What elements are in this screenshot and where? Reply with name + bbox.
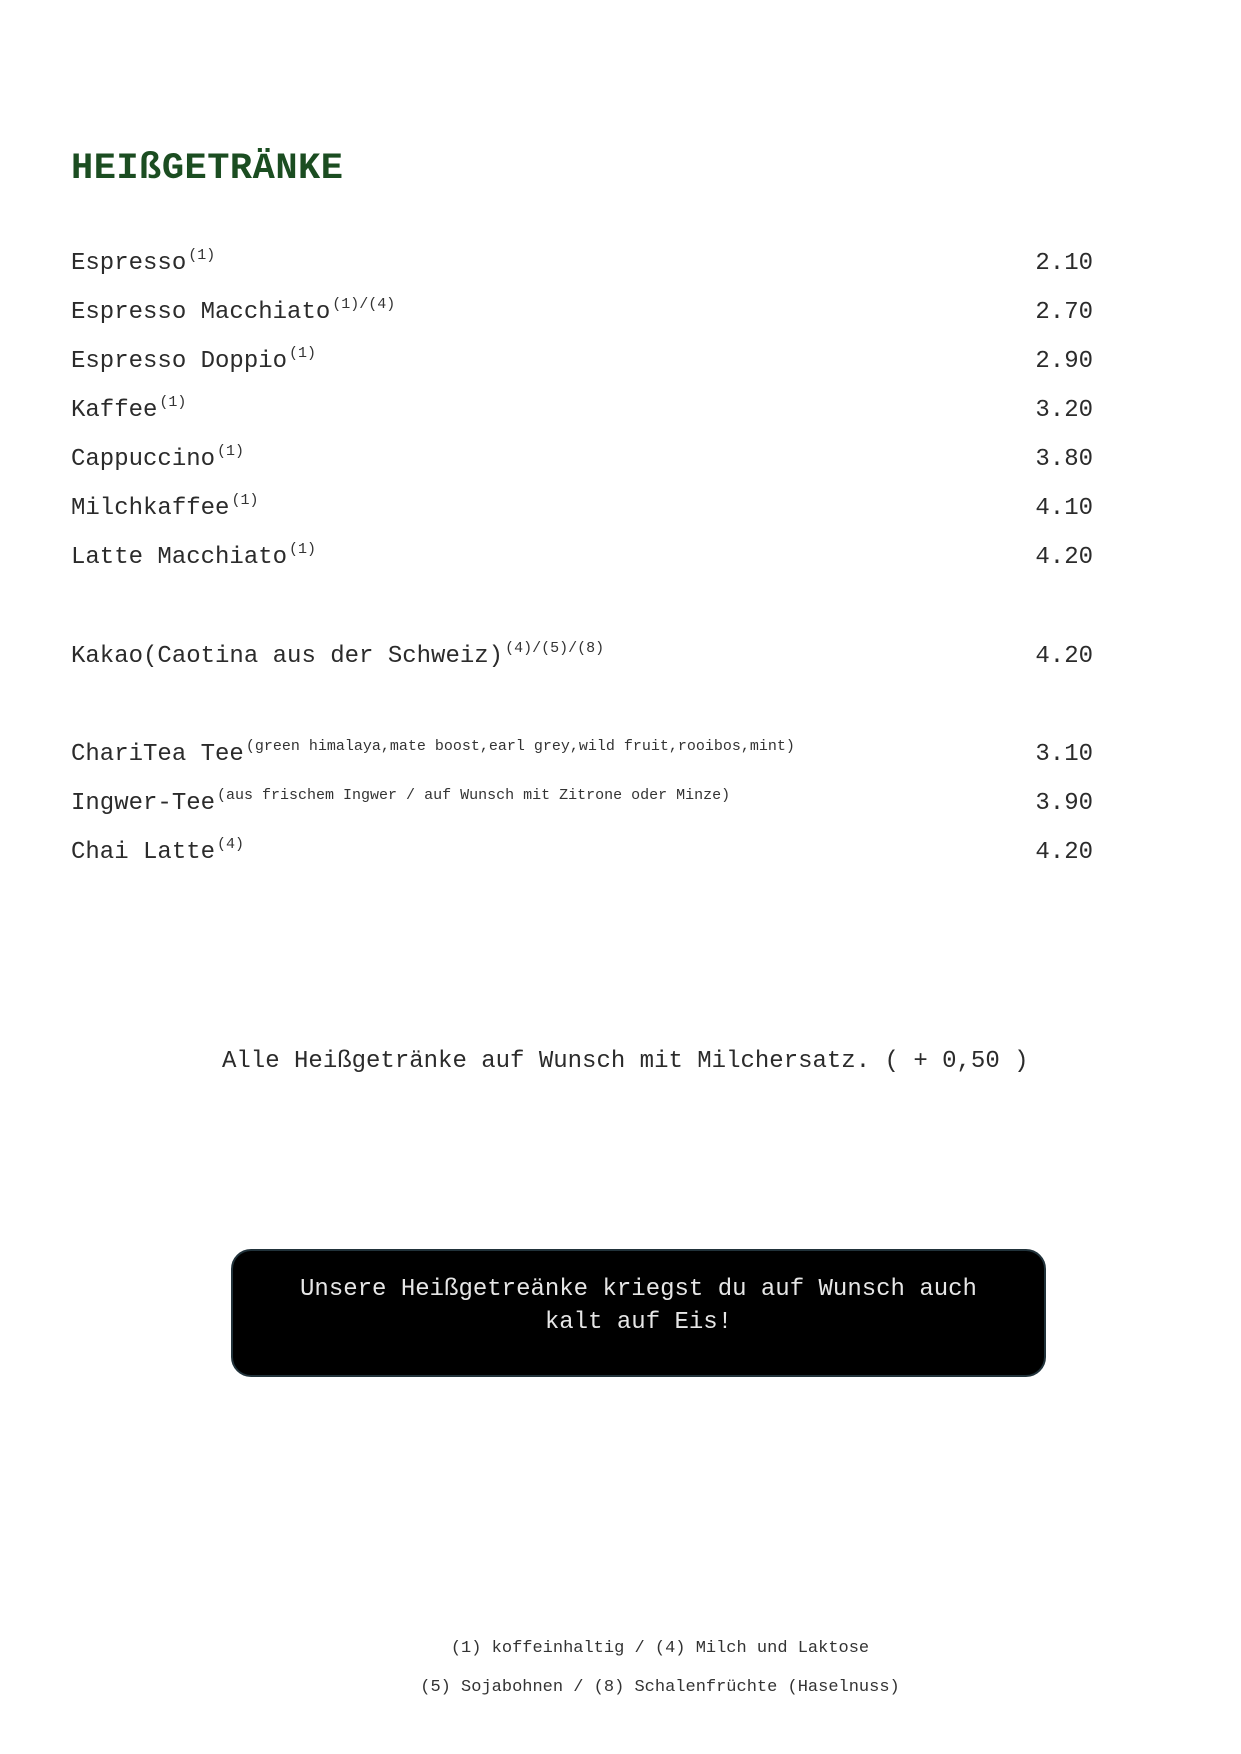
iced-drinks-banner xyxy=(231,1249,1046,1377)
menu-item-name: Espresso Doppio xyxy=(71,348,288,375)
menu-item-label xyxy=(71,787,731,817)
menu-item-label xyxy=(71,836,245,866)
menu-item-name: Cappuccino xyxy=(71,446,216,473)
menu-item xyxy=(71,443,1093,486)
menu-item-price: 4.10 xyxy=(1035,495,1093,522)
menu-item-name: ChariTea Tee xyxy=(71,741,244,768)
iced-drinks-line: Unsere Heißgetreänke kriegst du auf Wunsch auch xyxy=(300,1276,977,1303)
menu-item-label xyxy=(71,296,396,326)
menu-item-name: Kakao(Caotina aus der Schweiz) xyxy=(71,643,504,670)
menu-item xyxy=(71,738,1093,781)
menu-item xyxy=(71,640,1093,683)
menu-item-allergen-note: (1) xyxy=(188,247,216,264)
menu-item-label xyxy=(71,541,317,571)
menu-item xyxy=(71,247,1093,290)
menu-item-price: 4.20 xyxy=(1035,544,1093,571)
menu-item-allergen-note: (1) xyxy=(159,394,187,411)
menu-item-price: 3.20 xyxy=(1035,397,1093,424)
menu-item-name: Kaffee xyxy=(71,397,158,424)
menu-item-allergen-note: (1) xyxy=(231,492,259,509)
menu-item-allergen-note: (4) xyxy=(217,836,245,853)
page-title: HEIßGETRÄNKE xyxy=(71,148,344,190)
menu-item-name: Latte Macchiato xyxy=(71,544,288,571)
footnote-line: (1) koffeinhaltig / (4) Milch und Laktose xyxy=(450,1639,870,1658)
menu-item-label xyxy=(71,394,187,424)
menu-item-label xyxy=(71,640,605,670)
menu-item-allergen-note: (green himalaya,mate boost,earl grey,wild fruit,rooibos,mint) xyxy=(245,738,795,755)
menu-item-label xyxy=(71,738,795,768)
menu-item-price: 2.10 xyxy=(1035,250,1093,277)
menu-item-price: 4.20 xyxy=(1035,839,1093,866)
menu-item-label xyxy=(71,443,245,473)
menu-item xyxy=(71,345,1093,388)
menu-item-allergen-note: (aus frischem Ingwer / auf Wunsch mit Zitrone oder Minze) xyxy=(217,787,731,804)
menu-item-label xyxy=(71,247,216,277)
menu-item-name: Milchkaffee xyxy=(71,495,230,522)
menu-item-name: Chai Latte xyxy=(71,839,216,866)
menu-item-allergen-note: (1)/(4) xyxy=(332,296,396,313)
menu-item xyxy=(71,836,1093,879)
menu-item-name: Ingwer-Tee xyxy=(71,790,216,817)
footnote-line: (5) Sojabohnen / (8) Schalenfrüchte (Haselnuss) xyxy=(420,1678,900,1697)
menu-item-price: 4.20 xyxy=(1035,643,1093,670)
iced-drinks-line: kalt auf Eis! xyxy=(544,1309,733,1336)
menu-item-price: 2.70 xyxy=(1035,299,1093,326)
menu-item-label xyxy=(71,492,259,522)
menu-item-price: 3.80 xyxy=(1035,446,1093,473)
menu-item-price: 3.90 xyxy=(1035,790,1093,817)
iced-drinks-text xyxy=(269,1273,1009,1339)
allergen-footnotes xyxy=(0,1638,1241,1716)
menu-item xyxy=(71,394,1093,437)
menu-item-name: Espresso xyxy=(71,250,187,277)
menu-item-price: 2.90 xyxy=(1035,348,1093,375)
menu-item-name: Espresso Macchiato xyxy=(71,299,331,326)
menu-item xyxy=(71,296,1093,339)
menu-item-allergen-note: (1) xyxy=(289,345,317,362)
menu-item-label xyxy=(71,345,317,375)
milk-substitute-text: Alle Heißgetränke auf Wunsch mit Milchersatz. ( + 0,50 ) xyxy=(222,1048,1029,1075)
menu-item xyxy=(71,787,1093,830)
menu-item-allergen-note: (4)/(5)/(8) xyxy=(505,640,605,657)
menu-item-allergen-note: (1) xyxy=(217,443,245,460)
menu-item xyxy=(71,492,1093,535)
menu-item-price: 3.10 xyxy=(1035,741,1093,768)
menu-item-allergen-note: (1) xyxy=(289,541,317,558)
menu-item xyxy=(71,541,1093,584)
